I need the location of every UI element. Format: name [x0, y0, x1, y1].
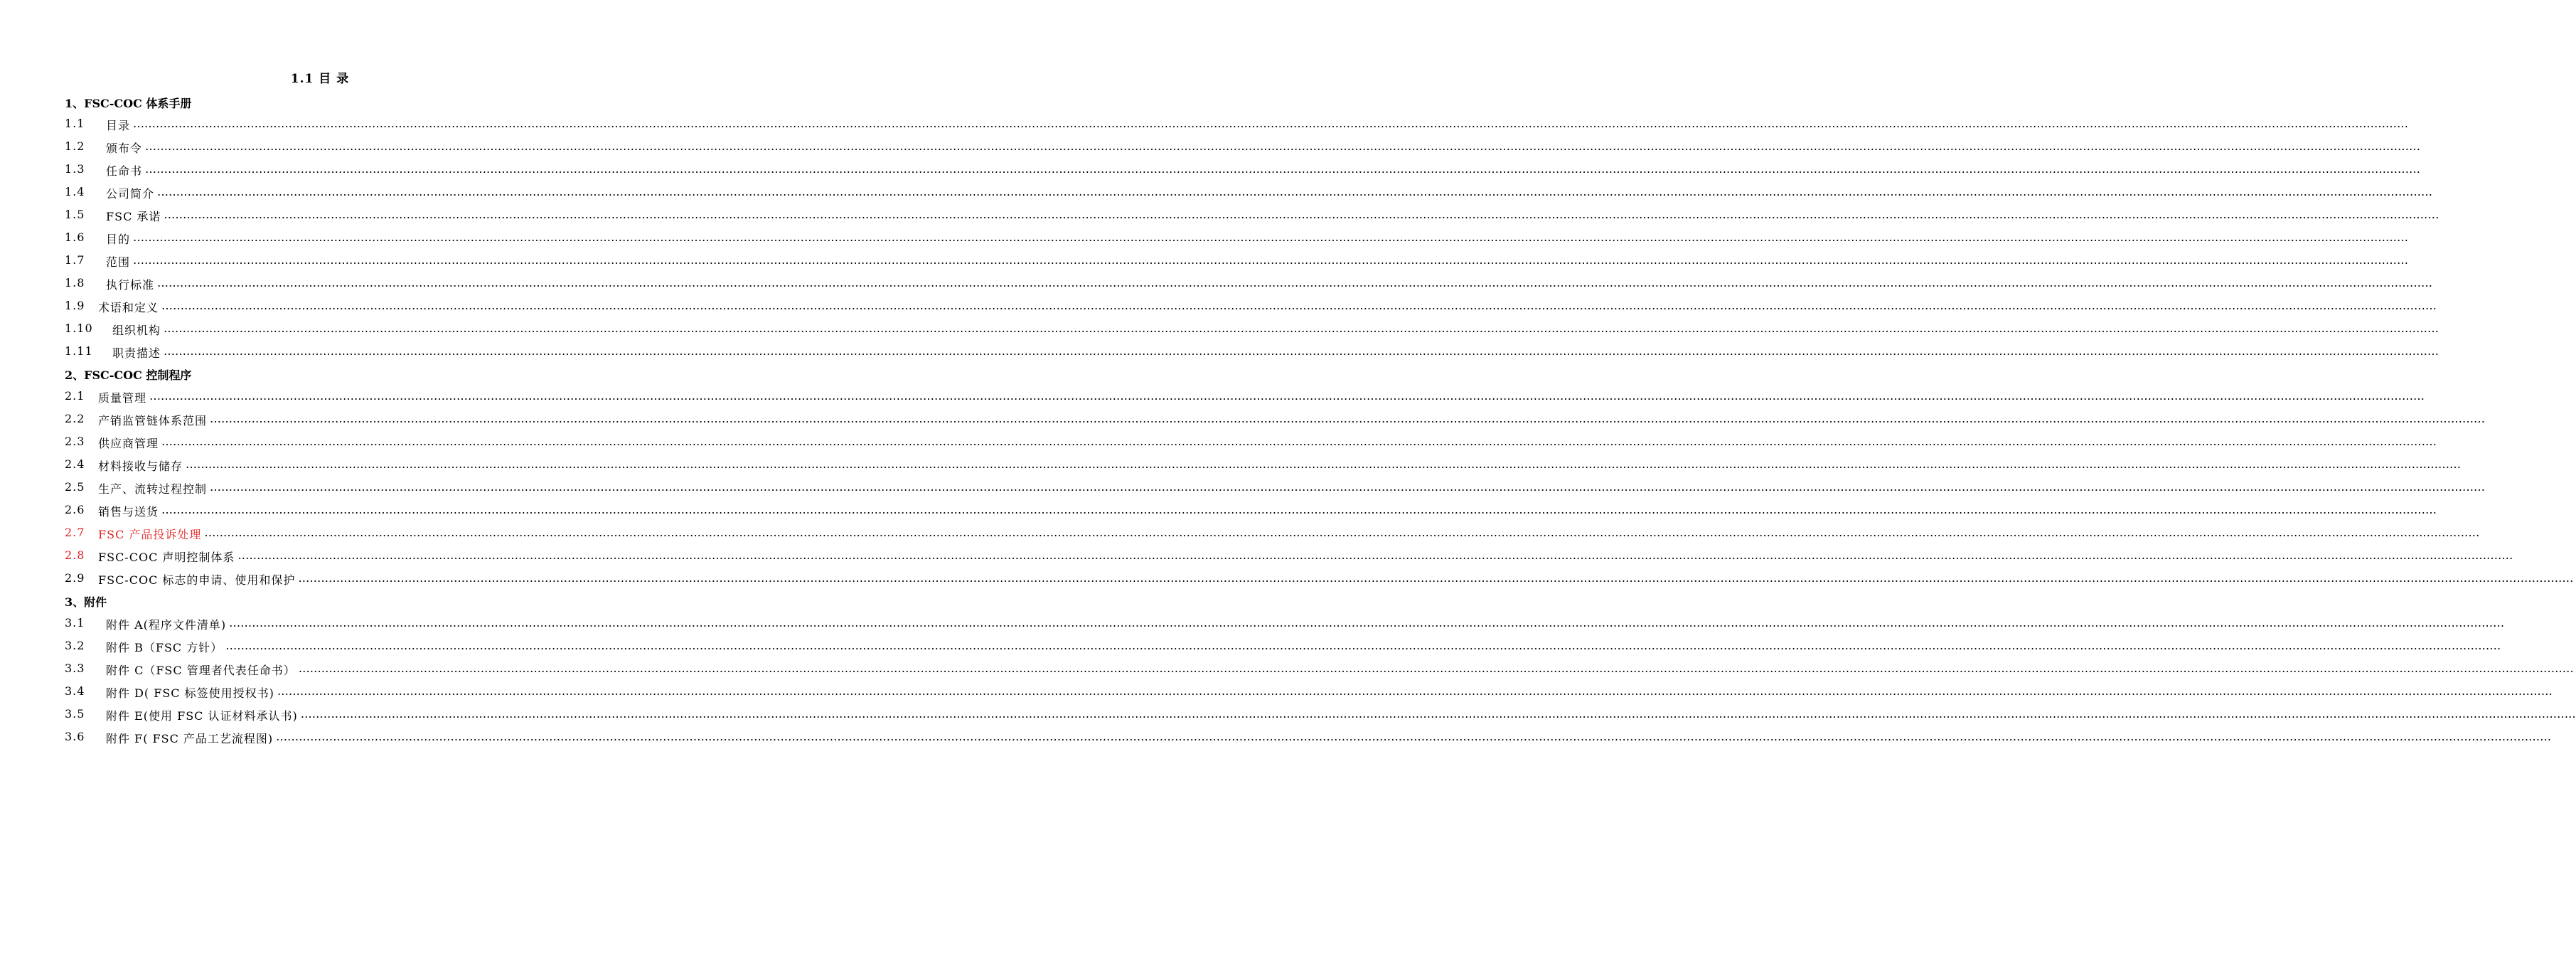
toc-leader-dots: ……………………………………………………………………………………………………………………………………………………………………………………………………………………………………………………………………………………………………………………………………………………………………………………………………………………………………………………………………………………………………………………………………………………: [133, 117, 2409, 130]
toc-leader-dots: ……………………………………………………………………………………………………………………………………………………………………………………………………………………………………………………………………………………………………………………………………………………………………………………………………………………………………………………………………………………………………………………………………………………: [133, 253, 2409, 267]
toc-entry-title: 销售与送货: [98, 505, 159, 519]
toc-leader-dots: ……………………………………………………………………………………………………………………………………………………………………………………………………………………………………………………………………………………………………………………………………………………………………………………………………………………………………………………………………………………………………………………………………………………: [157, 276, 2433, 290]
toc-entry[interactable]: [65, 276, 2433, 293]
toc-entry-title: 附件 E(使用 FSC 认证材料承认书): [106, 709, 298, 723]
toc-entry[interactable]: [65, 117, 2409, 134]
toc-entry-title: 目的: [106, 233, 131, 246]
toc-leader-dots: ……………………………………………………………………………………………………………………………………………………………………………………………………………………………………………………………………………………………………………………………………………………………………………………………………………………………………………………………………………………………………………………………………………………: [229, 616, 2505, 630]
toc-entry-number: 1.5: [65, 208, 85, 221]
toc-entry[interactable]: [65, 548, 2513, 565]
toc-entry-title: 目录: [106, 119, 131, 132]
toc-entry-number: 2.3: [65, 435, 85, 448]
toc-leader-dots: ……………………………………………………………………………………………………………………………………………………………………………………………………………………………………………………………………………………………………………………………………………………………………………………………………………………………………………………………………………………………………………………………………………………: [210, 412, 2486, 425]
toc-entry-number: 3.4: [65, 684, 85, 698]
toc-entry-title: 产销监管链体系范围: [98, 414, 208, 427]
toc-entry-title: 组织机构: [112, 324, 161, 337]
toc-entry-number: 1.1: [65, 117, 85, 130]
toc-entry-title: 执行标准: [106, 278, 155, 292]
toc-entry[interactable]: [65, 253, 2409, 270]
toc-entry[interactable]: [65, 208, 2439, 225]
toc-entry-number: 3.3: [65, 662, 85, 675]
toc-leader-dots: ……………………………………………………………………………………………………………………………………………………………………………………………………………………………………………………………………………………………………………………………………………………………………………………………………………………………………………………………………………………………………………………………………………………: [145, 162, 2421, 176]
toc-leader-dots: ……………………………………………………………………………………………………………………………………………………………………………………………………………………………………………………………………………………………………………………………………………………………………………………………………………………………………………………………………………………………………………………………………………………: [157, 185, 2433, 198]
toc-entry[interactable]: [65, 389, 2425, 406]
toc-entry[interactable]: [65, 162, 2421, 179]
toc-entry-title: 附件 D( FSC 标签使用授权书): [106, 686, 274, 700]
toc-entry-title: FSC 产品投诉处理: [98, 528, 202, 541]
toc-entry[interactable]: [65, 139, 2421, 156]
toc-entry[interactable]: [65, 730, 2552, 747]
toc-entry-title: 附件 A(程序文件清单): [106, 618, 227, 632]
toc-entry-title: 职责描述: [112, 346, 161, 360]
toc-entry-title: 范围: [106, 255, 131, 269]
toc-entry-title: 任命书: [106, 164, 143, 178]
toc-entry[interactable]: [65, 526, 2480, 543]
toc-entry-number: 2.6: [65, 503, 85, 516]
section-heading: 1、FSC-COC 体系手册: [65, 97, 192, 110]
toc-entry-number: 1.3: [65, 162, 85, 176]
toc-entry[interactable]: [65, 639, 2501, 656]
toc-entry-number: 3.6: [65, 730, 85, 743]
toc-entry-number: 1.10: [65, 322, 93, 335]
toc-leader-dots: ……………………………………………………………………………………………………………………………………………………………………………………………………………………………………………………………………………………………………………………………………………………………………………………………………………………………………………………………………………………………………………………………………………………: [161, 299, 2437, 312]
toc-leader-dots: ……………………………………………………………………………………………………………………………………………………………………………………………………………………………………………………………………………………………………………………………………………………………………………………………………………………………………………………………………………………………………………………………………………………: [298, 571, 2574, 585]
toc-leader-dots: ……………………………………………………………………………………………………………………………………………………………………………………………………………………………………………………………………………………………………………………………………………………………………………………………………………………………………………………………………………………………………………………………………………………: [300, 707, 2576, 721]
toc-entry[interactable]: [65, 503, 2437, 520]
toc-entry[interactable]: [65, 299, 2437, 316]
toc-entry-number: 3.2: [65, 639, 85, 652]
toc-entry-number: 1.4: [65, 185, 85, 198]
toc-entry-title: 附件 F( FSC 产品工艺流程图): [106, 732, 274, 745]
toc-leader-dots: ……………………………………………………………………………………………………………………………………………………………………………………………………………………………………………………………………………………………………………………………………………………………………………………………………………………………………………………………………………………………………………………………………………………: [225, 639, 2501, 652]
toc-entry-number: 1.8: [65, 276, 85, 290]
toc-entry[interactable]: [65, 185, 2433, 202]
toc-entry-number: 1.11: [65, 344, 93, 358]
toc-entry-number: 2.2: [65, 412, 85, 425]
toc-entry-number: 2.7: [65, 526, 85, 539]
toc-entry[interactable]: [65, 344, 2439, 361]
toc-leader-dots: ……………………………………………………………………………………………………………………………………………………………………………………………………………………………………………………………………………………………………………………………………………………………………………………………………………………………………………………………………………………………………………………………………………………: [204, 526, 2480, 539]
toc-entry-title: 供应商管理: [98, 437, 159, 450]
toc-leader-dots: ……………………………………………………………………………………………………………………………………………………………………………………………………………………………………………………………………………………………………………………………………………………………………………………………………………………………………………………………………………………………………………………………………………………: [133, 230, 2409, 244]
toc-leader-dots: ……………………………………………………………………………………………………………………………………………………………………………………………………………………………………………………………………………………………………………………………………………………………………………………………………………………………………………………………………………………………………………………………………………………: [149, 389, 2425, 403]
toc-entry-title: 附件 B（FSC 方针）: [106, 641, 223, 654]
toc-entry[interactable]: [65, 457, 2462, 474]
toc-entry[interactable]: [65, 322, 2439, 339]
toc-leader-dots: ……………………………………………………………………………………………………………………………………………………………………………………………………………………………………………………………………………………………………………………………………………………………………………………………………………………………………………………………………………………………………………………………………………………: [186, 457, 2462, 471]
toc-leader-dots: ……………………………………………………………………………………………………………………………………………………………………………………………………………………………………………………………………………………………………………………………………………………………………………………………………………………………………………………………………………………………………………………………………………………: [164, 322, 2439, 335]
toc-leader-dots: ……………………………………………………………………………………………………………………………………………………………………………………………………………………………………………………………………………………………………………………………………………………………………………………………………………………………………………………………………………………………………………………………………………………: [161, 503, 2437, 516]
toc-leader-dots: ……………………………………………………………………………………………………………………………………………………………………………………………………………………………………………………………………………………………………………………………………………………………………………………………………………………………………………………………………………………………………………………………………………………: [237, 548, 2513, 562]
section-heading: 2、FSC-COC 控制程序: [65, 368, 192, 382]
toc-entry-title: FSC-COC 声明控制体系: [98, 551, 235, 564]
toc-entry-number: 2.9: [65, 571, 85, 585]
toc-entry-title: 质量管理: [98, 391, 147, 405]
toc-entry-number: 1.2: [65, 139, 85, 153]
section-heading: 3、附件: [65, 595, 107, 609]
toc-entry[interactable]: [65, 616, 2505, 633]
toc-entry-number: 1.6: [65, 230, 85, 244]
toc-entry[interactable]: [65, 412, 2486, 429]
toc-leader-dots: ……………………………………………………………………………………………………………………………………………………………………………………………………………………………………………………………………………………………………………………………………………………………………………………………………………………………………………………………………………………………………………………………………………………: [164, 208, 2439, 221]
toc-entry-number: 1.7: [65, 253, 85, 267]
toc-entry-number: 1.9: [65, 299, 85, 312]
toc-entry-number: 2.5: [65, 480, 85, 494]
toc-entry-title: FSC 承诺: [106, 210, 161, 223]
toc-entry[interactable]: [65, 684, 2553, 701]
toc-leader-dots: ……………………………………………………………………………………………………………………………………………………………………………………………………………………………………………………………………………………………………………………………………………………………………………………………………………………………………………………………………………………………………………………………………………………: [277, 684, 2553, 698]
page-title: 1.1 目 录: [290, 72, 350, 86]
toc-leader-dots: ……………………………………………………………………………………………………………………………………………………………………………………………………………………………………………………………………………………………………………………………………………………………………………………………………………………………………………………………………………………………………………………………………………………: [298, 662, 2574, 675]
toc-entry[interactable]: [65, 230, 2409, 248]
toc-entry-title: FSC-COC 标志的申请、使用和保护: [98, 573, 296, 587]
toc-entry[interactable]: [65, 662, 2574, 679]
toc-entry-number: 2.1: [65, 389, 85, 403]
toc-entry-title: 颁布令: [106, 142, 143, 155]
toc-entry[interactable]: [65, 571, 2574, 588]
toc-entry-title: 材料接收与储存: [98, 460, 183, 473]
toc-entry-number: 2.8: [65, 548, 85, 562]
toc-leader-dots: ……………………………………………………………………………………………………………………………………………………………………………………………………………………………………………………………………………………………………………………………………………………………………………………………………………………………………………………………………………………………………………………………………………………: [164, 344, 2439, 358]
toc-entry[interactable]: [65, 435, 2437, 452]
toc-entry-number: 3.1: [65, 616, 85, 630]
toc-entry-title: 附件 C（FSC 管理者代表任命书）: [106, 664, 296, 677]
toc-leader-dots: ……………………………………………………………………………………………………………………………………………………………………………………………………………………………………………………………………………………………………………………………………………………………………………………………………………………………………………………………………………………………………………………………………………………: [210, 480, 2486, 494]
toc-entry[interactable]: [65, 707, 2576, 724]
toc-entry-number: 2.4: [65, 457, 85, 471]
toc-entry-title: 术语和定义: [98, 301, 159, 314]
toc-leader-dots: ……………………………………………………………………………………………………………………………………………………………………………………………………………………………………………………………………………………………………………………………………………………………………………………………………………………………………………………………………………………………………………………………………………………: [161, 435, 2437, 448]
toc-entry-title: 公司简介: [106, 187, 155, 201]
toc-entry-number: 3.5: [65, 707, 85, 721]
toc-leader-dots: ……………………………………………………………………………………………………………………………………………………………………………………………………………………………………………………………………………………………………………………………………………………………………………………………………………………………………………………………………………………………………………………………………………………: [145, 139, 2421, 153]
toc-entry-title: 生产、流转过程控制: [98, 482, 208, 496]
toc-leader-dots: ……………………………………………………………………………………………………………………………………………………………………………………………………………………………………………………………………………………………………………………………………………………………………………………………………………………………………………………………………………………………………………………………………………………: [276, 730, 2552, 743]
toc-entry[interactable]: [65, 480, 2486, 497]
